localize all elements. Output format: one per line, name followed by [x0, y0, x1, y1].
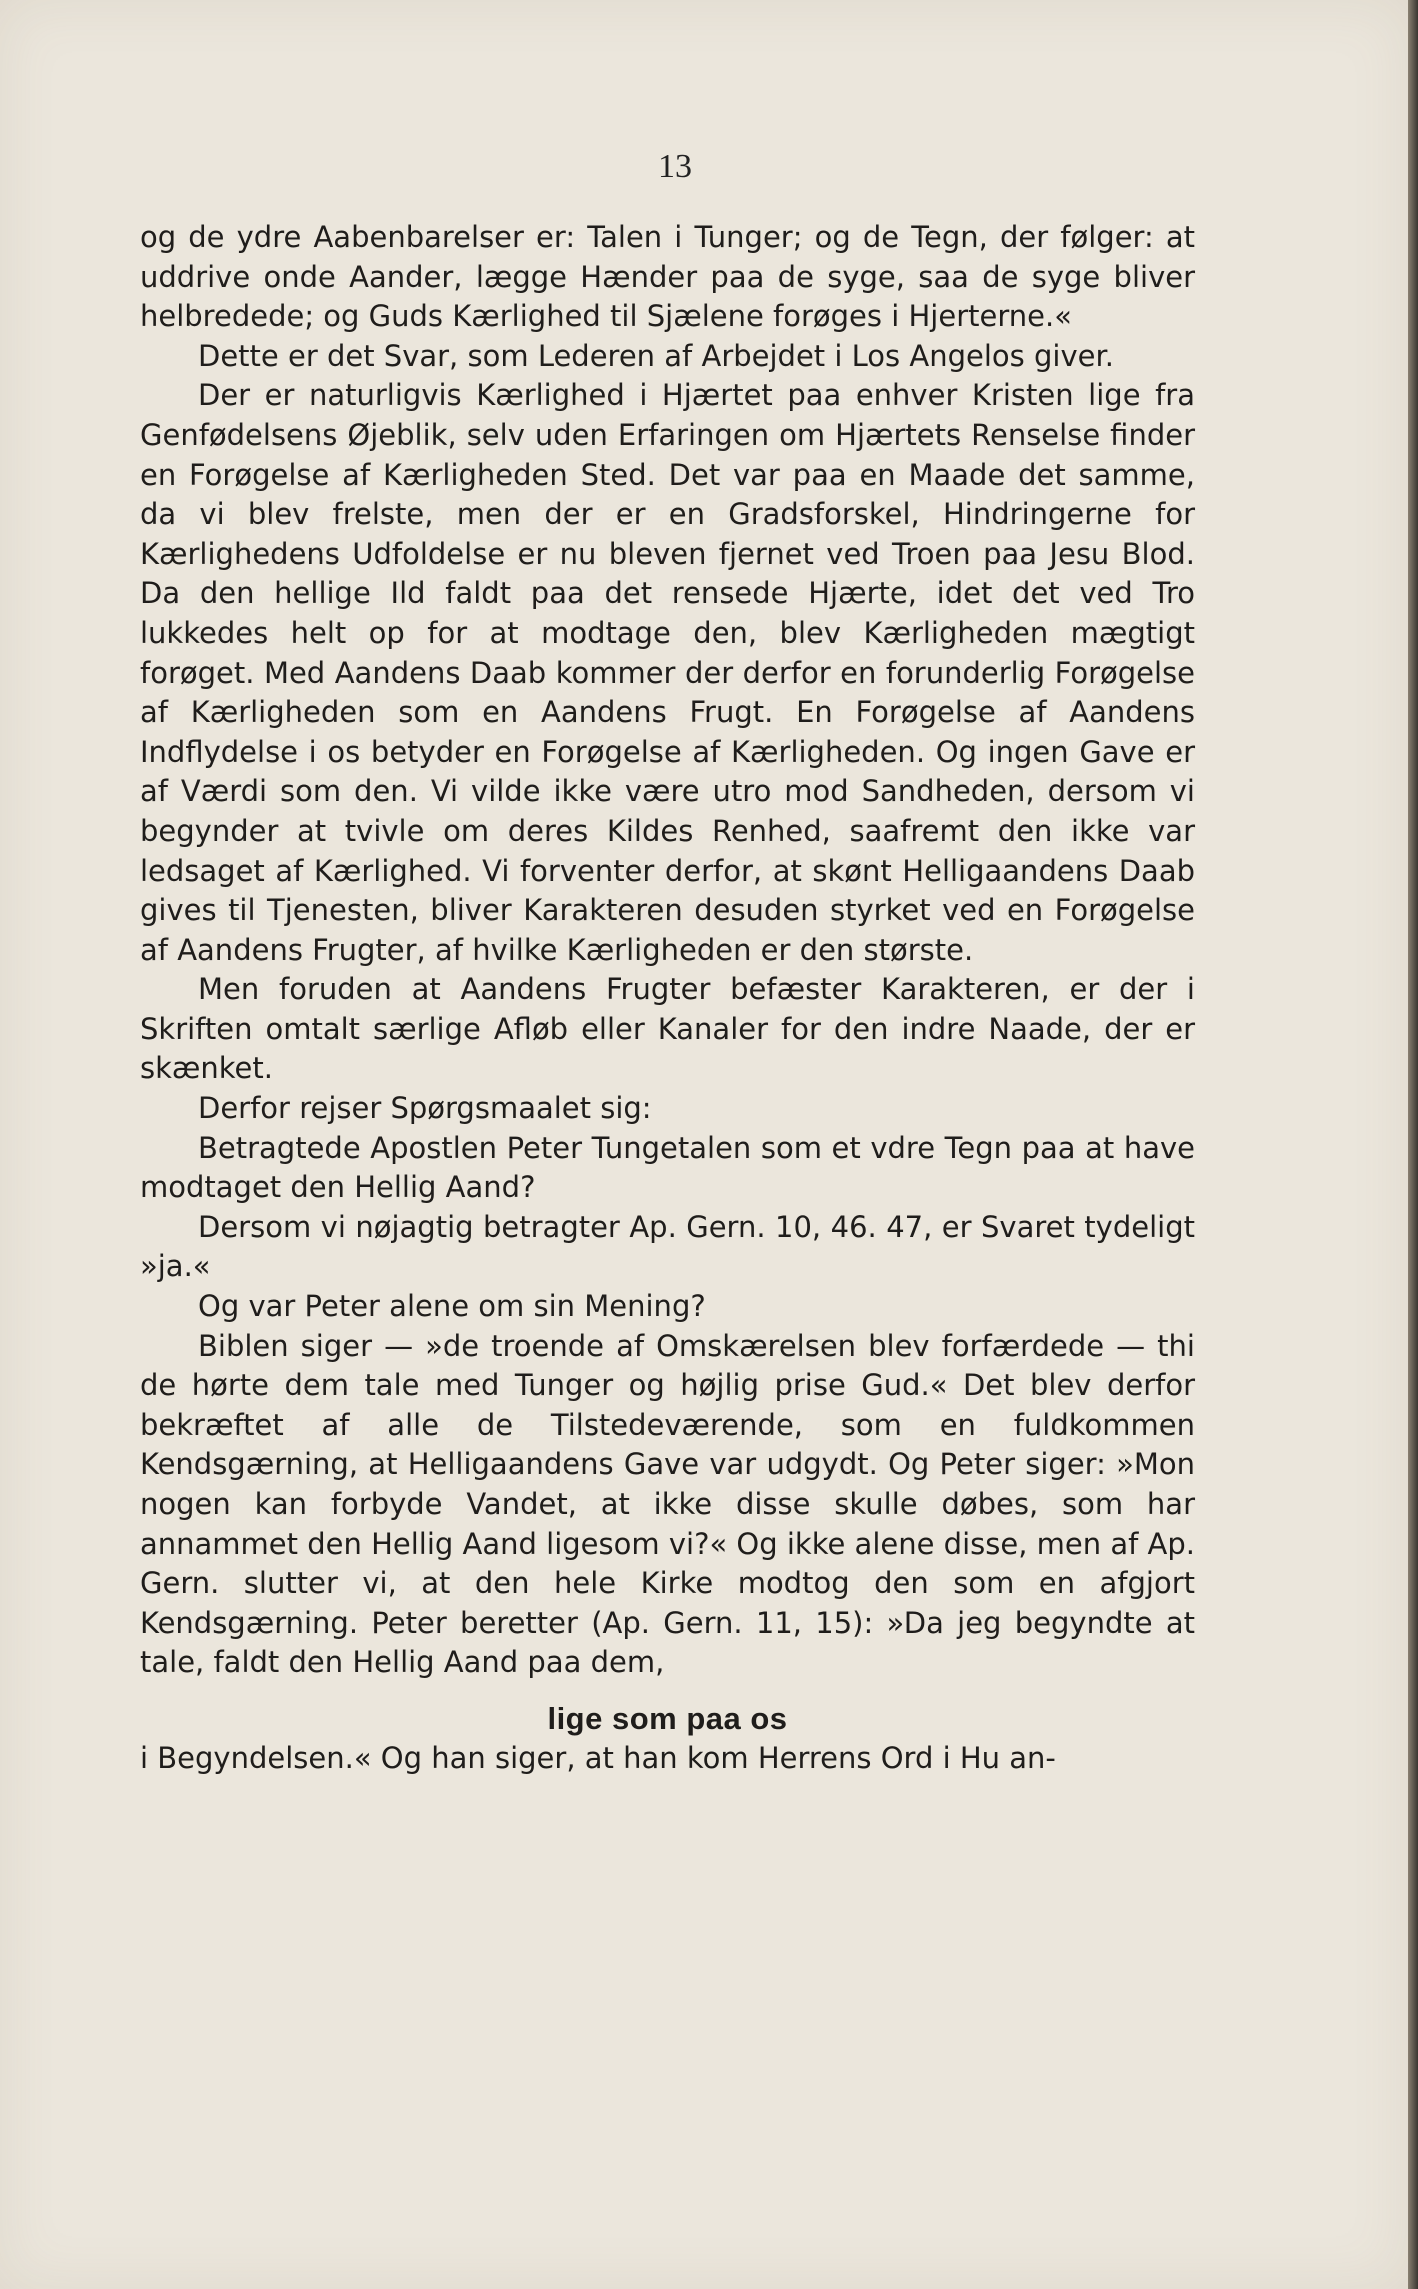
paragraph-2: Dette er det Svar, som Lederen af Arbejdet i Los Angelos giver. — [198, 338, 1114, 373]
paragraph-9: Biblen siger — »de troende af Omskærelsen blev forfærdede — thi de hørte dem tale med Tunger og højlig prise Gud.« Det blev derfor bekræftet af alle de Tilstedeværende, som en fuldkommen Kendsgærning, at Helligaandens Gave var udgydt. Og Peter siger: »Mon nogen kan forbyde Vandet, at ikke disse skulle døbes, som har annammet den Hellig Aand ligesom vi?« Og ikke alene disse, men af Ap. Gern. slutter vi, at den hele Kirke modtog den som en afgjort Kendsgærning. Peter beretter (Ap. Gern. 11, 15): »Da jeg begyndte at tale, faldt den Hellig Aand paa dem, — [140, 1328, 1195, 1680]
paragraph-8: Og var Peter alene om sin Mening? — [198, 1289, 706, 1324]
paragraph-1: og de ydre Aabenbarelser er: Talen i Tunger; og de Tegn, der følger: at uddrive onde Aander, lægge Hænder paa de syge, saa de syge bliver helbredede; og Guds Kærlighed til Sjælene forøges i Hjerterne.« — [140, 220, 1195, 334]
section-heading: lige som paa os — [547, 1700, 788, 1736]
page-edge — [1408, 0, 1418, 2289]
paragraph-6: Betragtede Apostlen Peter Tungetalen som et vdre Tegn paa at have modtaget den Hellig Aand? — [140, 1130, 1195, 1205]
page-number: 13 — [658, 148, 692, 185]
page-text — [140, 218, 1195, 1778]
closing-line: i Begyndelsen.« Og han siger, at han kom Herrens Ord i Hu an- — [140, 1740, 1056, 1775]
paragraph-5: Derfor rejser Spørgsmaalet sig: — [198, 1091, 652, 1126]
paragraph-4: Men foruden at Aandens Frugter befæster Karakteren, er der i Skriften omtalt særlige Afløb eller Kanaler for den indre Naade, der er skænket. — [140, 972, 1195, 1086]
paragraph-3: Der er naturligvis Kærlighed i Hjærtet paa enhver Kristen lige fra Genfødelsens Øjeblik, selv uden Erfaringen om Hjærtets Renselse finder en Forøgelse af Kærligheden Sted. Det var paa en Maade det samme, da vi blev frelste, men der er en Gradsforskel, Hindringerne for Kærlighedens Udfoldelse er nu bleven fjernet ved Troen paa Jesu Blod. Da den hellige Ild faldt paa det rensede Hjærte, idet det ved Tro lukkedes helt op for at modtage den, blev Kærligheden mægtigt forøget. Med Aandens Daab kommer der derfor en forunderlig Forøgelse af Kærligheden som en Aandens Frugt. En Forøgelse af Aandens Indflydelse i os betyder en Forøgelse af Kærligheden. Og ingen Gave er af Værdi som den. Vi vilde ikke være utro mod Sandheden, dersom vi begynder at tvivle om deres Kildes Renhed, saafremt den ikke var ledsaget af Kærlighed. Vi forventer derfor, at skønt Helligaandens Daab gives til Tjenesten, bliver Karakteren desuden styrket ved en Forøgelse af Aandens Frugter, af hvilke Kærligheden er den største. — [140, 378, 1195, 967]
paragraph-7: Dersom vi nøjagtig betragter Ap. Gern. 10, 46. 47, er Svaret tydeligt »ja.« — [140, 1209, 1195, 1284]
